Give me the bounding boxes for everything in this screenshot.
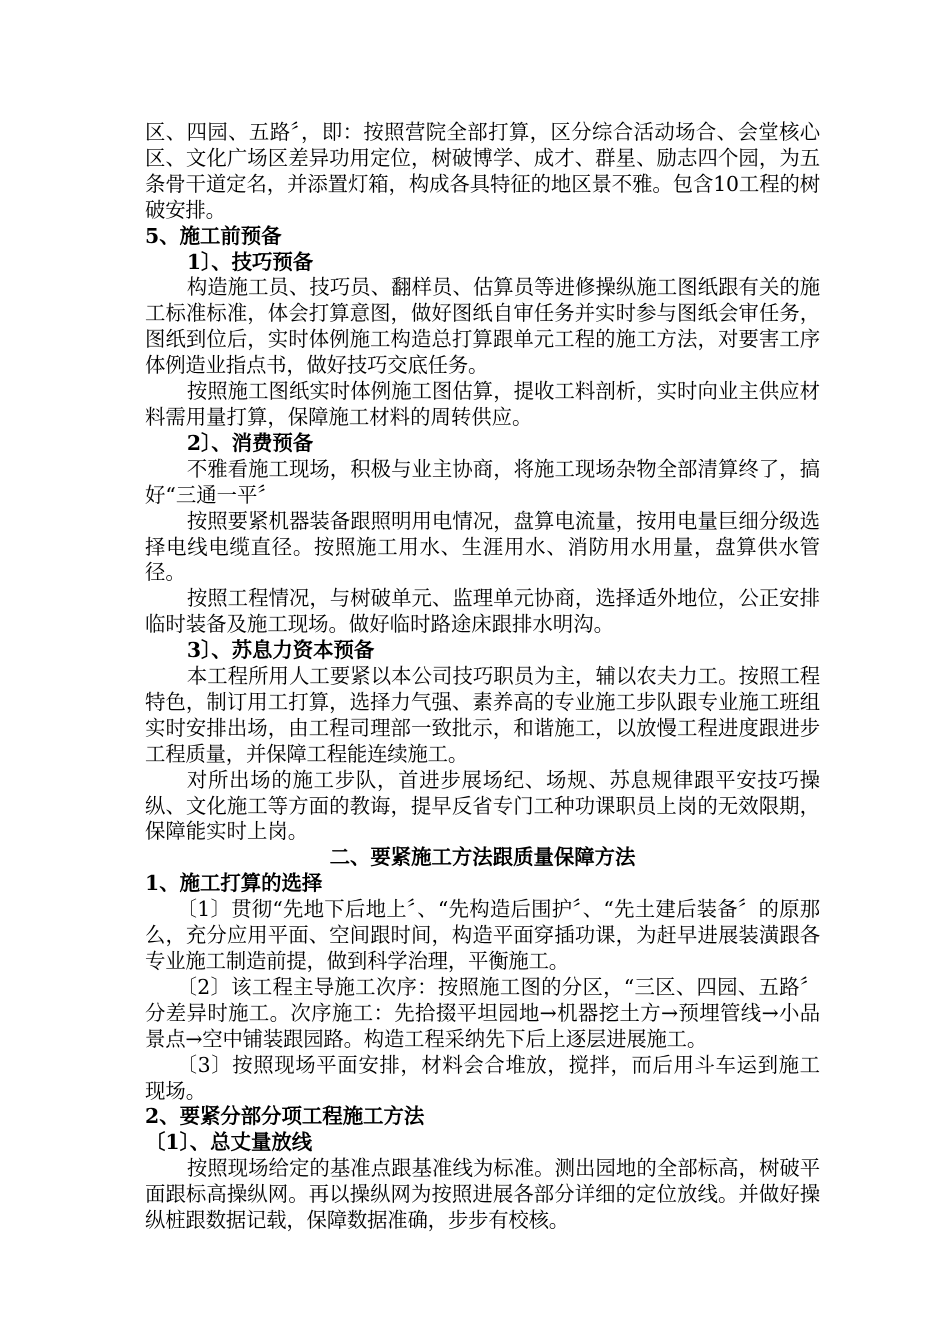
paragraph-technical-prep: 构造施工员、技巧员、翻样员、估算员等进修操纵施工图纸跟有关的施工标准标准，体会打算意图，做好图纸自审任务并实时参与图纸会审任务，图纸到位后，实时体例施工构造总打算跟单元工程的施工方法，对要害工序体例造业指点书，做好技巧交底任务。 bbox=[145, 275, 820, 378]
paragraph-power-water: 按照要紧机器装备跟照明用电情况，盘算电流量，按用电量巨细分级选择电线电缆直径。按照施工用水、生涯用水、消防用水用量，盘算供水管径。 bbox=[145, 508, 820, 585]
paragraph-materials: 〔3〕按照现场平面安排，材料会合堆放，搅拌，而后用斗车运到施工现场。 bbox=[145, 1052, 820, 1103]
paragraph-landscape-zones: 区、四园、五路〞，即：按照营院全部打算，区分综合活动场合、会堂核心区、文化广场区差异功用定位，树破博学、成才、群星、励志四个园，为五条骨干道定名，并添置灯箱，构成各具特征的地区景不雅。包含10工程的树破安排。 bbox=[145, 120, 820, 222]
subheading-production-prep: 2〕、消费预备 bbox=[186, 430, 314, 455]
paragraph-budget: 按照施工图纸实时体例施工图估算，提收工料剖析，实时向业主供应材料需用量打算，保障施工材料的周转供应。 bbox=[145, 379, 820, 429]
section-title-methods: 二、要紧施工方法跟质量保障方法 bbox=[329, 845, 636, 870]
subheading-labor-prep: 3〕、苏息力资本预备 bbox=[186, 638, 375, 663]
document-page bbox=[145, 120, 820, 1234]
paragraph-labor: 本工程所用人工要紧以本公司技巧职员为主，辅以农夫力工。按照工程特色，制订用工打算，选择力气强、素养高的专业施工步队跟专业施工班组实时安排出场，由工程司理部一致批示，和谐施工，以放慢工程进度跟进步工程质量，并保障工程能连续施工。 bbox=[145, 664, 820, 766]
heading-survey: 〔1〕、总丈量放线 bbox=[145, 1130, 313, 1155]
heading-construction-plan: 1、施工打算的选择 bbox=[145, 871, 323, 896]
heading-subproject-methods: 2、要紧分部分项工程施工方法 bbox=[145, 1104, 425, 1129]
paragraph-principles: 〔1〕贯彻“先地下后地上〞、“先构造后围护〞、“先土建后装备〞的原那么，充分应用平面、空间跟时间，构造平面穿插功课，为赶早进展装潢跟各专业施工制造前提，做到科学治理，平衡施工。 bbox=[145, 897, 820, 973]
paragraph-site-clearing: 不雅看施工现场，积极与业主协商，将施工现场杂物全部清算终了，搞好“三通一平〞 bbox=[145, 456, 820, 507]
paragraph-temporary-facilities: 按照工程情况，与树破单元、监理单元协商，选择适外地位，公正安排临时装备及施工现场。做好临时路途床跟排水明沟。 bbox=[145, 586, 820, 637]
subheading-technical-prep: 1〕、技巧预备 bbox=[186, 249, 314, 274]
paragraph-sequence: 〔2〕该工程主导施工次序：按照施工图的分区，“三区、四园、五路〞分差异时施工。次序施工：先拾掇平坦园地→机器挖土方→预埋管线→小品景点→空中铺装跟园路。构造工程采纳先下后上逐层进展施工。 bbox=[145, 974, 820, 1051]
paragraph-training: 对所出场的施工步队，首进步展场纪、场规、苏息规律跟平安技巧操纵、文化施工等方面的教诲，提早反省专门工种功课职员上岗的无效限期，保障能实时上岗。 bbox=[145, 767, 820, 844]
heading-pre-construction: 5、施工前预备 bbox=[145, 223, 282, 248]
paragraph-survey: 按照现场给定的基准点跟基准线为标准。测出园地的全部标高，树破平面跟标高操纵网。再以操纵网为按照进展各部分详细的定位放线。并做好操纵桩跟数据记载，保障数据准确，步步有校核。 bbox=[145, 1156, 820, 1233]
